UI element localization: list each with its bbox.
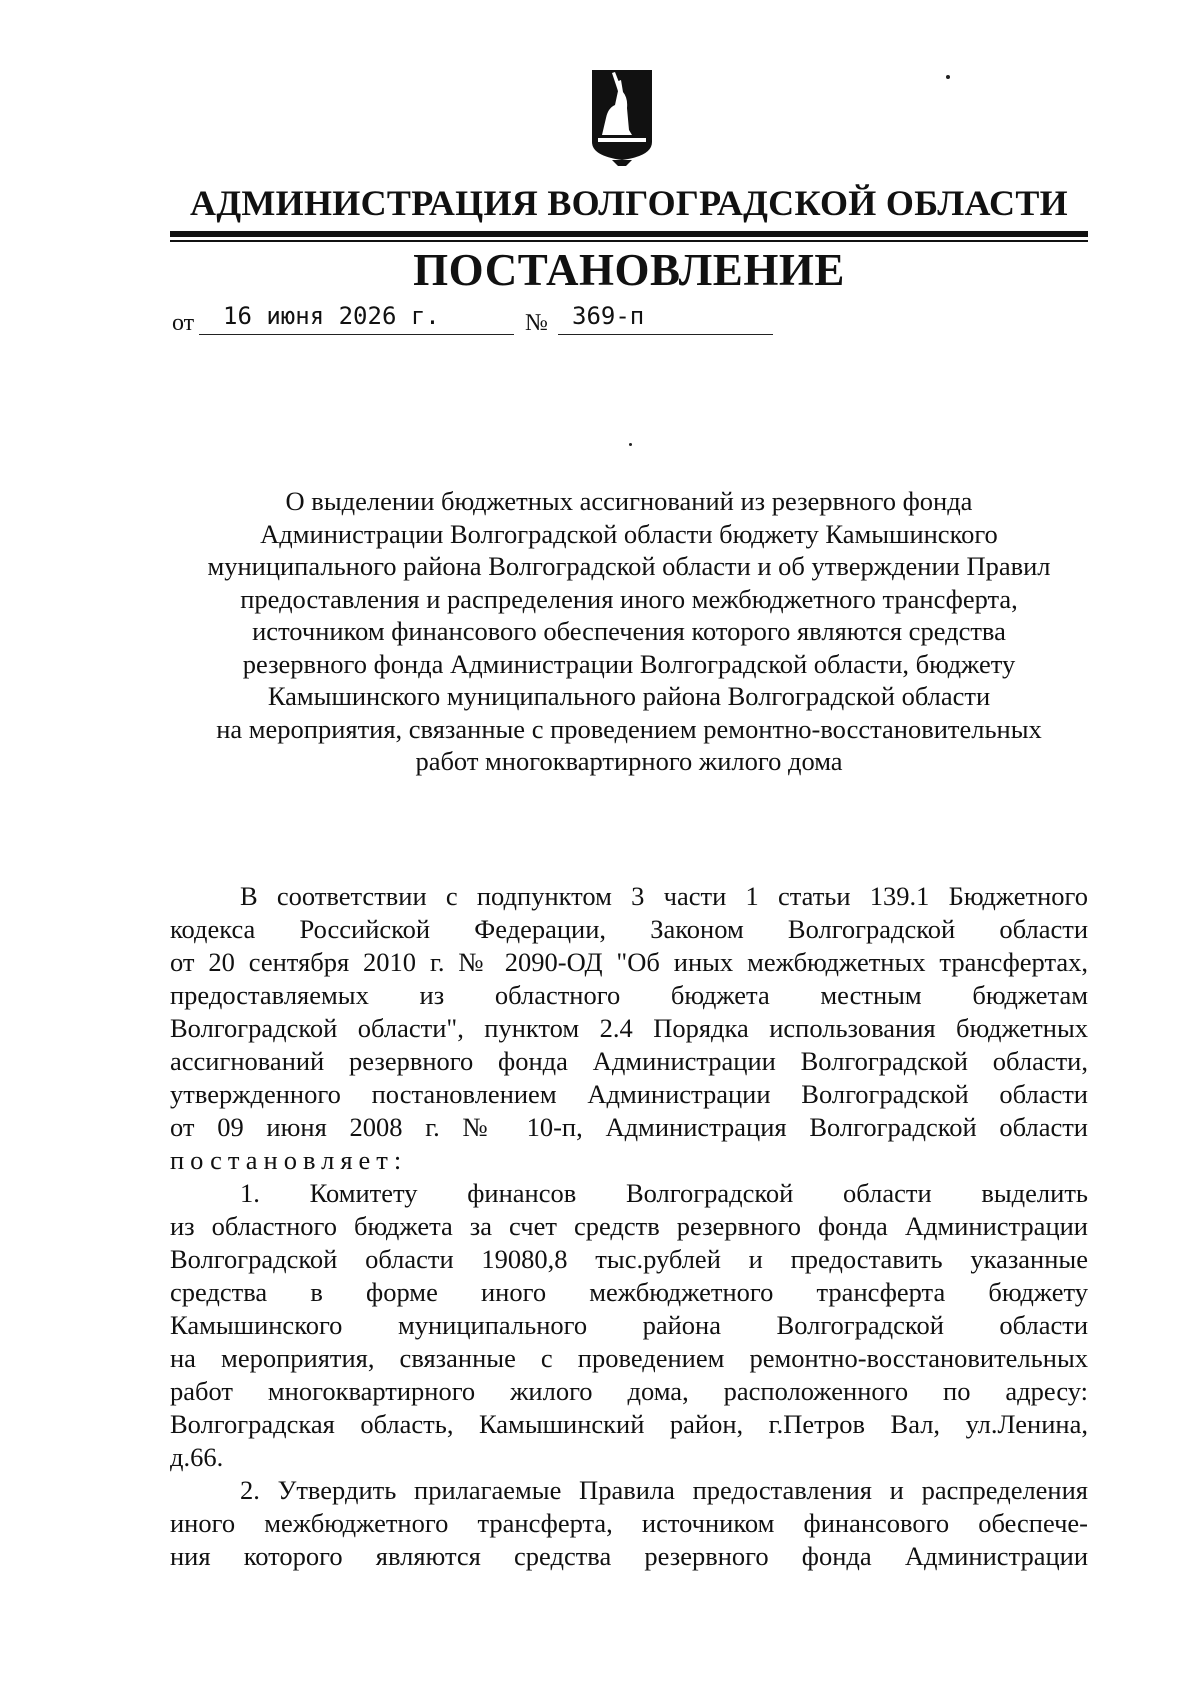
title-line: Камышинского муниципального района Волгоградской области bbox=[267, 681, 991, 711]
title-line: работ многоквартирного жилого дома bbox=[415, 746, 843, 776]
header-rule-thick bbox=[170, 231, 1088, 237]
coat-of-arms-icon bbox=[588, 68, 668, 168]
preamble-line: от 09 июня 2008 г. № 10-п, Администрация Волгоградской области bbox=[170, 1112, 1088, 1142]
item1-line: Волгоградская область, Камышинский район, г.Петров Вал, ул.Ленина, bbox=[170, 1409, 1088, 1439]
item1-line: из областного бюджета за счет средств резервного фонда Администрации bbox=[170, 1211, 1088, 1241]
date-value: 16 июня 2026 г. bbox=[223, 302, 440, 330]
dateline bbox=[172, 302, 772, 336]
preamble-line: В соответствии с подпунктом 3 части 1 статьи 139.1 Бюджетного bbox=[240, 881, 1088, 911]
number-value: 369-п bbox=[572, 302, 645, 330]
item1-line: на мероприятия, связанные с проведением ремонтно-восстановительных bbox=[170, 1343, 1088, 1373]
item1-line: д.66. bbox=[170, 1442, 224, 1472]
scan-speck bbox=[946, 75, 950, 79]
item2-line: 2. Утвердить прилагаемые Правила предоставления и распределения bbox=[240, 1475, 1088, 1505]
number-field bbox=[558, 302, 773, 335]
preamble-line: от 20 сентября 2010 г. № 2090-ОД "Об иных межбюджетных трансфертах, bbox=[170, 947, 1088, 977]
title-line: на мероприятия, связанные с проведением ремонтно-восстановительных bbox=[216, 713, 1042, 744]
resolution-title bbox=[170, 485, 1088, 778]
header-rule-thin bbox=[170, 240, 1088, 242]
resolves-word: постановляет: bbox=[170, 1145, 408, 1175]
document-body bbox=[170, 880, 1088, 1573]
date-label: от bbox=[172, 310, 195, 336]
item2-line: иного межбюджетного трансферта, источником финансового обеспече- bbox=[170, 1508, 1088, 1538]
title-line: муниципального района Волгоградской области и об утверждении Правил bbox=[207, 551, 1051, 581]
authority-name: АДМИНИСТРАЦИЯ ВОЛГОГРАДСКОЙ ОБЛАСТИ bbox=[190, 183, 1068, 223]
scan-speck bbox=[629, 443, 632, 446]
item1-line: 1. Комитету финансов Волгоградской области выделить bbox=[240, 1178, 1088, 1208]
number-label: № bbox=[525, 310, 548, 336]
preamble-line: утвержденного постановлением Администрации Волгоградской области bbox=[170, 1079, 1088, 1109]
item1-line: работ многоквартирного жилого дома, расположенного по адресу: bbox=[170, 1376, 1088, 1406]
title-line: источником финансового обеспечения которого являются средства bbox=[252, 616, 1006, 646]
preamble-line: Волгоградской области", пунктом 2.4 Порядка использования бюджетных bbox=[170, 1013, 1088, 1043]
title-line: предоставления и распределения иного межбюджетного трансферта, bbox=[240, 583, 1018, 614]
date-field bbox=[199, 302, 514, 335]
preamble-line: кодекса Российской Федерации, Законом Волгоградской области bbox=[170, 914, 1088, 944]
item1-line: средства в форме иного межбюджетного трансферта бюджету bbox=[170, 1277, 1088, 1307]
preamble-line: ассигнований резервного фонда Администрации Волгоградской области, bbox=[170, 1046, 1088, 1076]
preamble-line: предоставляемых из областного бюджета местным бюджетам bbox=[170, 980, 1088, 1010]
document-type-heading: ПОСТАНОВЛЕНИЕ bbox=[413, 245, 845, 295]
title-line: Администрации Волгоградской области бюджету Камышинского bbox=[260, 518, 998, 549]
title-line: О выделении бюджетных ассигнований из резервного фонда bbox=[285, 486, 973, 516]
item1-line: Волгоградской области 19080,8 тыс.рублей и предоставить указанные bbox=[170, 1244, 1088, 1274]
item2-line: ния которого являются средства резервного фонда Администрации bbox=[170, 1541, 1088, 1571]
title-line: резервного фонда Администрации Волгоградской области, бюджету bbox=[242, 648, 1016, 679]
item1-line: Камышинского муниципального района Волгоградской области bbox=[170, 1310, 1088, 1340]
